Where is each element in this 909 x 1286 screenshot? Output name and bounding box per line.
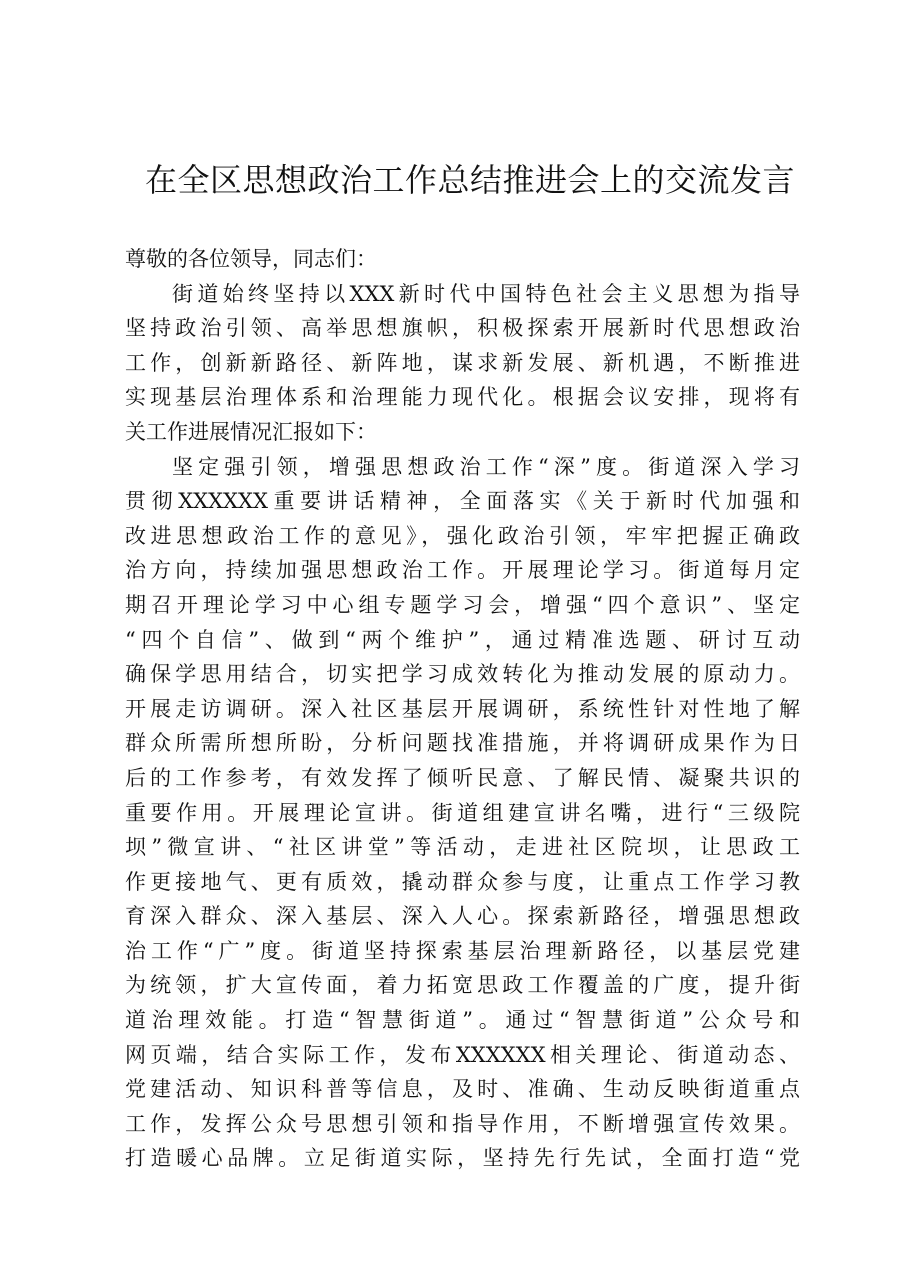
text-line: 治方向，持续加强思想政治工作。开展理论学习。街道每月定	[125, 558, 800, 583]
text-line: 育深入群众、深入基层、深入人心。探索新路径，增强思想政	[125, 904, 800, 929]
text-line: 确保学思用结合，切实把学习成效转化为推动发展的原动力。	[125, 662, 800, 687]
text-line: 街道始终坚持以XXX新时代中国特色社会主义思想为指导	[172, 281, 800, 306]
text-line: 坚持政治引领、高举思想旗帜，积极探索开展新时代思想政治	[125, 316, 800, 341]
text-line: 作更接地气、更有质效，撬动群众参与度，让重点工作学习教	[125, 869, 800, 894]
salutation-line: 尊敬的各位领导，同志们：	[125, 247, 377, 271]
text-line: 打造暖心品牌。立足街道实际，坚持先行先试，全面打造“党	[125, 1146, 800, 1171]
text-line: 后的工作参考，有效发挥了倾听民意、了解民情、凝聚共识的	[125, 765, 800, 790]
document-title: 在全区思想政治工作总结推进会上的交流发言	[144, 161, 795, 199]
text-line: 工作，发挥公众号思想引领和指导作用，不断增强宣传效果。	[125, 1111, 800, 1136]
text-line: 贯彻XXXXXX重要讲话精神，全面落实《关于新时代加强和	[125, 489, 800, 514]
text-line: 为统领，扩大宣传面，着力拓宽思政工作覆盖的广度，提升街	[125, 973, 800, 998]
text-line: 重要作用。开展理论宣讲。街道组建宣讲名嘴，进行“三级院	[125, 800, 800, 825]
text-line: 党建活动、知识科普等信息，及时、准确、生动反映街道重点	[125, 1077, 800, 1102]
text-line: “四个自信”、做到“两个维护”，通过精准选题、研讨互动	[125, 627, 800, 652]
text-line: 群众所需所想所盼，分析问题找准措施，并将调研成果作为日	[125, 731, 800, 756]
text-line: 坚定强引领，增强思想政治工作“深”度。街道深入学习	[172, 454, 800, 479]
document-body	[125, 242, 800, 1176]
text-line: 工作，创新新路径、新阵地，谋求新发展、新机遇，不断推进	[125, 350, 800, 375]
text-line: 治工作“广”度。街道坚持探索基层治理新路径，以基层党建	[125, 938, 800, 963]
text-line: 开展走访调研。深入社区基层开展调研，系统性针对性地了解	[125, 696, 800, 721]
text-line: 网页端，结合实际工作，发布XXXXXX相关理论、街道动态、	[125, 1042, 800, 1067]
text-line: 期召开理论学习中心组专题学习会，增强“四个意识”、坚定	[125, 592, 800, 617]
text-line: 改进思想政治工作的意见》，强化政治引领，牢牢把握正确政	[125, 523, 800, 548]
text-line: 道治理效能。打造“智慧街道”。通过“智慧街道”公众号和	[125, 1008, 800, 1033]
text-line: 坝”微宣讲、“社区讲堂”等活动，走进社区院坝，让思政工	[125, 835, 800, 860]
text-line: 关工作进展情况汇报如下：	[125, 419, 377, 444]
text-line: 实现基层治理体系和治理能力现代化。根据会议安排，现将有	[125, 385, 800, 410]
